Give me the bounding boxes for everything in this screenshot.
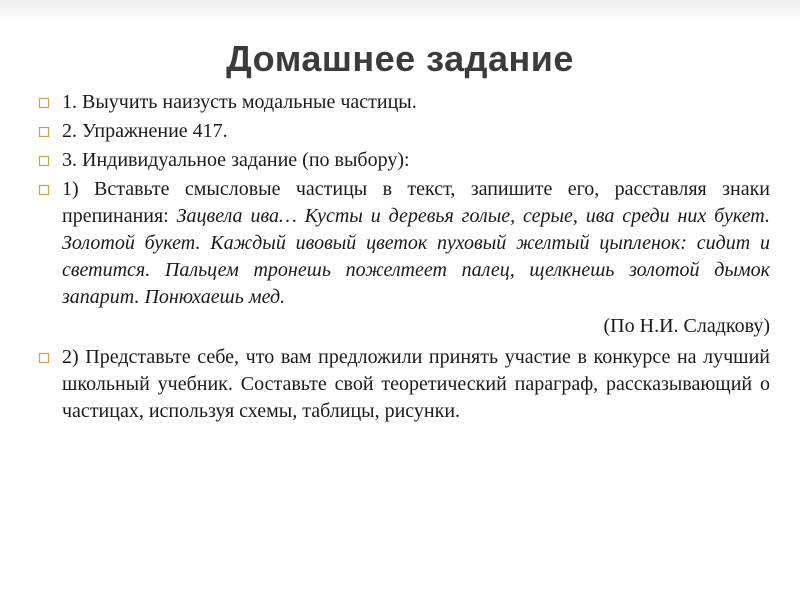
list-item-text: 2. Упражнение 417. (62, 120, 228, 142)
top-gradient-band (0, 0, 800, 24)
hollow-square-bullet-icon (38, 126, 50, 138)
hollow-square-bullet-icon (38, 97, 50, 109)
hollow-square-bullet-icon (38, 352, 50, 364)
attribution: (По Н.И. Сладкову) (603, 315, 770, 337)
slide-title: Домашнее задание (226, 38, 574, 79)
list-item (36, 89, 770, 116)
exercise-text: Зацвела ива… Кусты и деревья голые, серые, ива среди них букет. Золотой букет. Каждый ивовый цветок пуховый желтый цыпленок: сидит и светится. Пальцем тронешь пожелтеет палец, щелкнешь золотой дымок запарит. Понюхаешь мед. (62, 205, 770, 308)
list-item (36, 344, 770, 425)
list-item-exercise (36, 176, 770, 311)
list-item (36, 118, 770, 145)
exercise-instruction: 1) Вставьте смысловые частицы в текст, запишите его, расставляя знаки препинания: (62, 178, 770, 227)
list-item (36, 147, 770, 174)
list-item-text: 1. Выучить наизусть модальные частицы. (62, 91, 417, 113)
hollow-square-bullet-icon (38, 184, 50, 196)
list-item-text: 3. Индивидуальное задание (по выбору): (62, 149, 410, 171)
list-item-text: 2) Представьте себе, что вам предложили принять участие в конкурсе на лучший школьный учебник. Составьте свой теоретический параграф, рассказывающий о частицах, используя схемы, таблицы, рисунки. (62, 346, 770, 422)
slide-body (36, 89, 770, 427)
hollow-square-bullet-icon (38, 155, 50, 167)
